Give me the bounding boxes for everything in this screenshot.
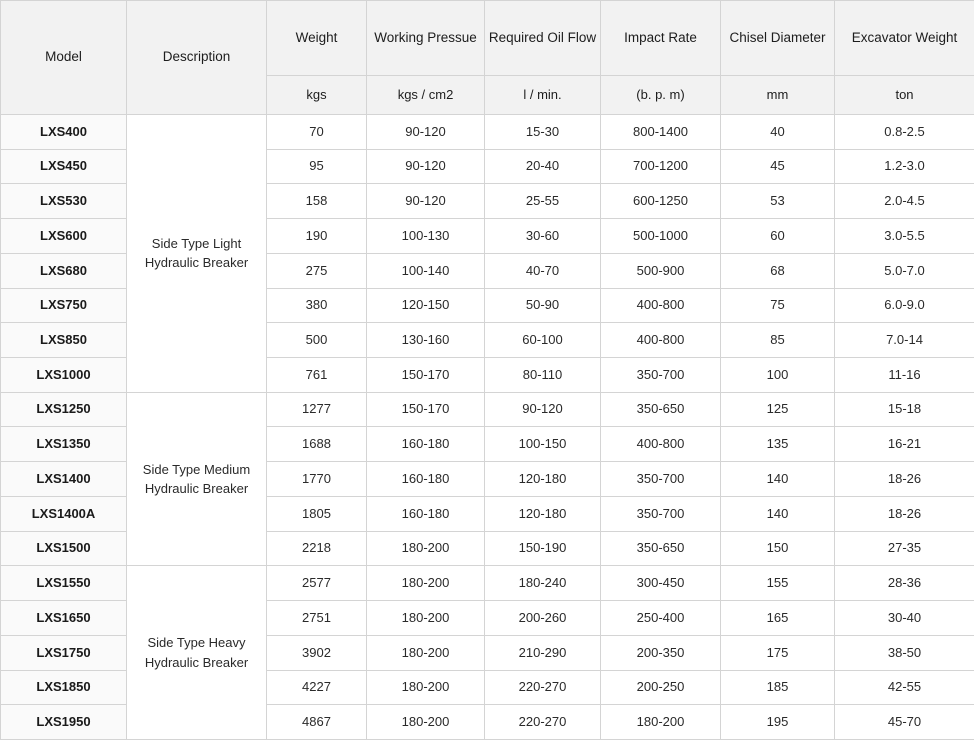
table-row xyxy=(1,115,974,150)
cell-weight: 2751 xyxy=(267,601,367,636)
cell-chisel: 40 xyxy=(721,115,835,150)
cell-weight: 275 xyxy=(267,253,367,288)
cell-weight: 1688 xyxy=(267,427,367,462)
cell-oil: 20-40 xyxy=(485,149,601,184)
cell-impact: 180-200 xyxy=(601,705,721,740)
cell-excavator: 5.0-7.0 xyxy=(835,253,974,288)
cell-weight: 4867 xyxy=(267,705,367,740)
cell-pressure: 90-120 xyxy=(367,115,485,150)
cell-chisel: 165 xyxy=(721,601,835,636)
cell-impact: 300-450 xyxy=(601,566,721,601)
column-unit-chisel-diameter: mm xyxy=(721,76,835,115)
cell-impact: 350-700 xyxy=(601,496,721,531)
cell-pressure: 180-200 xyxy=(367,531,485,566)
cell-excavator: 6.0-9.0 xyxy=(835,288,974,323)
cell-chisel: 53 xyxy=(721,184,835,219)
cell-model: LXS450 xyxy=(1,149,127,184)
cell-chisel: 60 xyxy=(721,219,835,254)
cell-oil: 120-180 xyxy=(485,462,601,497)
cell-oil: 60-100 xyxy=(485,323,601,358)
cell-oil: 220-270 xyxy=(485,705,601,740)
column-unit-weight: kgs xyxy=(267,76,367,115)
cell-model: LXS530 xyxy=(1,184,127,219)
cell-oil: 80-110 xyxy=(485,358,601,393)
cell-chisel: 75 xyxy=(721,288,835,323)
cell-pressure: 160-180 xyxy=(367,427,485,462)
cell-chisel: 135 xyxy=(721,427,835,462)
cell-chisel: 140 xyxy=(721,496,835,531)
cell-impact: 400-800 xyxy=(601,288,721,323)
cell-impact: 800-1400 xyxy=(601,115,721,150)
cell-excavator: 11-16 xyxy=(835,358,974,393)
cell-oil: 40-70 xyxy=(485,253,601,288)
table-header xyxy=(1,1,974,115)
column-unit-required-oil-flow: l / min. xyxy=(485,76,601,115)
cell-oil: 120-180 xyxy=(485,496,601,531)
cell-weight: 500 xyxy=(267,323,367,358)
cell-weight: 1770 xyxy=(267,462,367,497)
cell-pressure: 180-200 xyxy=(367,705,485,740)
cell-pressure: 160-180 xyxy=(367,496,485,531)
cell-weight: 1277 xyxy=(267,392,367,427)
cell-impact: 500-900 xyxy=(601,253,721,288)
cell-weight: 1805 xyxy=(267,496,367,531)
cell-model: LXS680 xyxy=(1,253,127,288)
cell-oil: 220-270 xyxy=(485,670,601,705)
cell-chisel: 195 xyxy=(721,705,835,740)
cell-excavator: 18-26 xyxy=(835,462,974,497)
cell-oil: 15-30 xyxy=(485,115,601,150)
cell-impact: 350-650 xyxy=(601,392,721,427)
cell-model: LXS1500 xyxy=(1,531,127,566)
header-row-labels xyxy=(1,1,974,76)
cell-chisel: 155 xyxy=(721,566,835,601)
column-unit-working-pressure: kgs / cm2 xyxy=(367,76,485,115)
cell-pressure: 120-150 xyxy=(367,288,485,323)
cell-chisel: 100 xyxy=(721,358,835,393)
cell-description: Side Type Light Hydraulic Breaker xyxy=(127,115,267,393)
cell-description: Side Type Medium Hydraulic Breaker xyxy=(127,392,267,566)
cell-pressure: 150-170 xyxy=(367,392,485,427)
cell-model: LXS1750 xyxy=(1,635,127,670)
cell-oil: 90-120 xyxy=(485,392,601,427)
cell-model: LXS1650 xyxy=(1,601,127,636)
cell-pressure: 130-160 xyxy=(367,323,485,358)
cell-weight: 3902 xyxy=(267,635,367,670)
cell-excavator: 30-40 xyxy=(835,601,974,636)
cell-excavator: 38-50 xyxy=(835,635,974,670)
cell-oil: 150-190 xyxy=(485,531,601,566)
cell-excavator: 0.8-2.5 xyxy=(835,115,974,150)
cell-chisel: 175 xyxy=(721,635,835,670)
cell-chisel: 185 xyxy=(721,670,835,705)
cell-impact: 200-350 xyxy=(601,635,721,670)
column-unit-excavator-weight: ton xyxy=(835,76,974,115)
cell-pressure: 180-200 xyxy=(367,601,485,636)
cell-excavator: 27-35 xyxy=(835,531,974,566)
cell-pressure: 90-120 xyxy=(367,149,485,184)
cell-model: LXS600 xyxy=(1,219,127,254)
cell-weight: 761 xyxy=(267,358,367,393)
cell-model: LXS400 xyxy=(1,115,127,150)
column-header-required-oil-flow: Required Oil Flow xyxy=(485,1,601,76)
column-header-excavator-weight: Excavator Weight xyxy=(835,1,974,76)
cell-impact: 350-700 xyxy=(601,462,721,497)
table-body xyxy=(1,115,974,740)
cell-model: LXS1250 xyxy=(1,392,127,427)
cell-model: LXS1550 xyxy=(1,566,127,601)
cell-oil: 180-240 xyxy=(485,566,601,601)
cell-excavator: 2.0-4.5 xyxy=(835,184,974,219)
cell-weight: 70 xyxy=(267,115,367,150)
column-unit-impact-rate: (b. p. m) xyxy=(601,76,721,115)
cell-chisel: 85 xyxy=(721,323,835,358)
cell-chisel: 150 xyxy=(721,531,835,566)
cell-weight: 4227 xyxy=(267,670,367,705)
cell-excavator: 1.2-3.0 xyxy=(835,149,974,184)
cell-excavator: 45-70 xyxy=(835,705,974,740)
cell-weight: 190 xyxy=(267,219,367,254)
cell-model: LXS1400A xyxy=(1,496,127,531)
cell-impact: 200-250 xyxy=(601,670,721,705)
cell-impact: 400-800 xyxy=(601,323,721,358)
cell-excavator: 3.0-5.5 xyxy=(835,219,974,254)
cell-model: LXS1850 xyxy=(1,670,127,705)
column-header-working-pressure: Working Pressue xyxy=(367,1,485,76)
cell-excavator: 7.0-14 xyxy=(835,323,974,358)
cell-chisel: 140 xyxy=(721,462,835,497)
cell-chisel: 45 xyxy=(721,149,835,184)
cell-weight: 95 xyxy=(267,149,367,184)
cell-model: LXS750 xyxy=(1,288,127,323)
cell-impact: 350-700 xyxy=(601,358,721,393)
cell-excavator: 15-18 xyxy=(835,392,974,427)
cell-oil: 200-260 xyxy=(485,601,601,636)
cell-impact: 700-1200 xyxy=(601,149,721,184)
cell-impact: 500-1000 xyxy=(601,219,721,254)
cell-oil: 25-55 xyxy=(485,184,601,219)
cell-model: LXS1950 xyxy=(1,705,127,740)
cell-impact: 400-800 xyxy=(601,427,721,462)
column-header-description: Description xyxy=(127,1,267,115)
cell-oil: 100-150 xyxy=(485,427,601,462)
cell-weight: 2218 xyxy=(267,531,367,566)
column-header-impact-rate: Impact Rate xyxy=(601,1,721,76)
cell-description: Side Type Heavy Hydraulic Breaker xyxy=(127,566,267,740)
cell-pressure: 180-200 xyxy=(367,670,485,705)
cell-pressure: 180-200 xyxy=(367,635,485,670)
cell-chisel: 125 xyxy=(721,392,835,427)
cell-pressure: 180-200 xyxy=(367,566,485,601)
cell-oil: 30-60 xyxy=(485,219,601,254)
table-row xyxy=(1,392,974,427)
cell-pressure: 100-130 xyxy=(367,219,485,254)
cell-excavator: 18-26 xyxy=(835,496,974,531)
cell-weight: 2577 xyxy=(267,566,367,601)
cell-chisel: 68 xyxy=(721,253,835,288)
cell-impact: 600-1250 xyxy=(601,184,721,219)
cell-model: LXS850 xyxy=(1,323,127,358)
column-header-weight: Weight xyxy=(267,1,367,76)
cell-pressure: 150-170 xyxy=(367,358,485,393)
cell-weight: 380 xyxy=(267,288,367,323)
column-header-chisel-diameter: Chisel Diameter xyxy=(721,1,835,76)
cell-oil: 50-90 xyxy=(485,288,601,323)
cell-weight: 158 xyxy=(267,184,367,219)
cell-excavator: 42-55 xyxy=(835,670,974,705)
cell-model: LXS1350 xyxy=(1,427,127,462)
cell-pressure: 160-180 xyxy=(367,462,485,497)
cell-oil: 210-290 xyxy=(485,635,601,670)
cell-model: LXS1400 xyxy=(1,462,127,497)
table-row xyxy=(1,566,974,601)
cell-model: LXS1000 xyxy=(1,358,127,393)
cell-excavator: 16-21 xyxy=(835,427,974,462)
column-header-model: Model xyxy=(1,1,127,115)
cell-pressure: 100-140 xyxy=(367,253,485,288)
cell-impact: 350-650 xyxy=(601,531,721,566)
cell-pressure: 90-120 xyxy=(367,184,485,219)
cell-excavator: 28-36 xyxy=(835,566,974,601)
cell-impact: 250-400 xyxy=(601,601,721,636)
